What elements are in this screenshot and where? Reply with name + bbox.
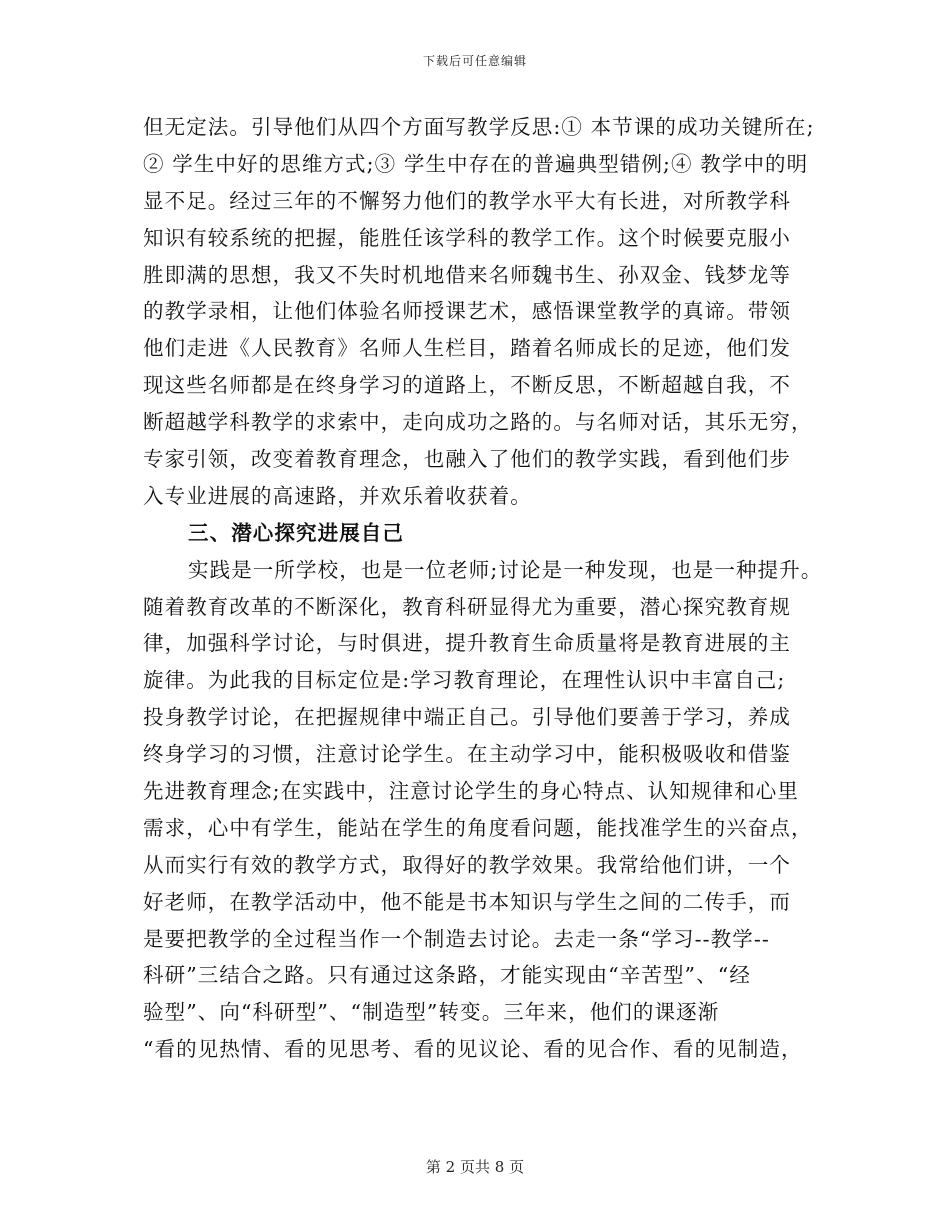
paragraph-line: 投身教学讨论，在把握规律中端正自己。引导他们要善于学习，养成: [143, 705, 791, 730]
page-footer: 第 2 页共 8 页: [425, 1158, 525, 1176]
document-body: [143, 109, 833, 1068]
paragraph-line: 是要把教学的全过程当作一个制造去讨论。去走一条“学习--教学--: [143, 926, 770, 951]
paragraph-line: 先进教育理念;在实践中，注意讨论学生的身心特点、认知规律和心里: [143, 779, 800, 804]
paragraph-line: 入专业进展的高速路，并欢乐着收获着。: [143, 483, 532, 508]
paragraph-line: 断超越学科教学的求索中，走向成功之路的。与名师对话，其乐无穷，: [143, 410, 813, 435]
paragraph-line: 现这些名师都是在终身学习的道路上，不断反思，不断超越自我，不: [143, 373, 791, 398]
paragraph-line: “看的见热情、看的见思考、看的见议论、看的见合作、看的见制造，: [143, 1037, 803, 1062]
paragraph-line: 终身学习的习惯，注意讨论学生。在主动学习中，能积极吸收和借鉴: [143, 742, 791, 767]
paragraph-line: 旋律。为此我的目标定位是:学习教育理论，在理性认识中丰富自己;: [143, 668, 786, 693]
paragraph-line: 好老师，在教学活动中，他不能是书本知识与学生之间的二传手，而: [143, 889, 791, 914]
paragraph-line: 实践是一所学校，也是一位老师;讨论是一种发现，也是一种提升。: [188, 557, 823, 582]
paragraph-line: 知识有较系统的把握，能胜任该学科的教学工作。这个时候要克服小: [143, 225, 791, 250]
paragraph-line: 需求，心中有学生，能站在学生的角度看问题，能找准学生的兴奋点，: [143, 815, 813, 840]
paragraph-line: 胜即满的思想，我又不失时机地借来名师魏书生、孙双金、钱梦龙等: [143, 262, 791, 287]
page-header: 下载后可任意编辑: [422, 54, 527, 68]
paragraph-line: 随着教育改革的不断深化，教育科研显得尤为重要，潜心探究教育规: [143, 594, 791, 619]
paragraph-line: 的教学录相，让他们体验名师授课艺术，感悟课堂教学的真谛。带领: [143, 299, 791, 324]
paragraph-line: 但无定法。引导他们从四个方面写教学反思:① 本节课的成功关键所在;: [143, 115, 815, 139]
paragraph-line: 显不足。经过三年的不懈努力他们的教学水平大有长进，对所教学科: [143, 188, 791, 213]
paragraph-line: 验型”、向“科研型”、“制造型”转变。三年来，他们的课逐渐: [143, 1000, 720, 1025]
paragraph-line: 律，加强科学讨论，与时俱进，提升教育生命质量将是教育进展的主: [143, 631, 791, 656]
section-heading: 三、潜心探究进展自己: [188, 520, 404, 545]
paragraph-line: 专家引领，改变着教育理念，也融入了他们的教学实践，看到他们步: [143, 447, 791, 472]
paragraph-line: 他们走进《人民教育》名师人生栏目，踏着名师成长的足迹，他们发: [143, 336, 791, 361]
paragraph-line: 科研”三结合之路。只有通过这条路，才能实现由“辛苦型”、“经: [143, 963, 751, 988]
paragraph-line: 从而实行有效的教学方式，取得好的教学效果。我常给他们讲，一个: [143, 852, 791, 877]
paragraph-line: ② 学生中好的思维方式;③ 学生中存在的普遍典型错例;④ 教学中的明: [143, 151, 809, 176]
